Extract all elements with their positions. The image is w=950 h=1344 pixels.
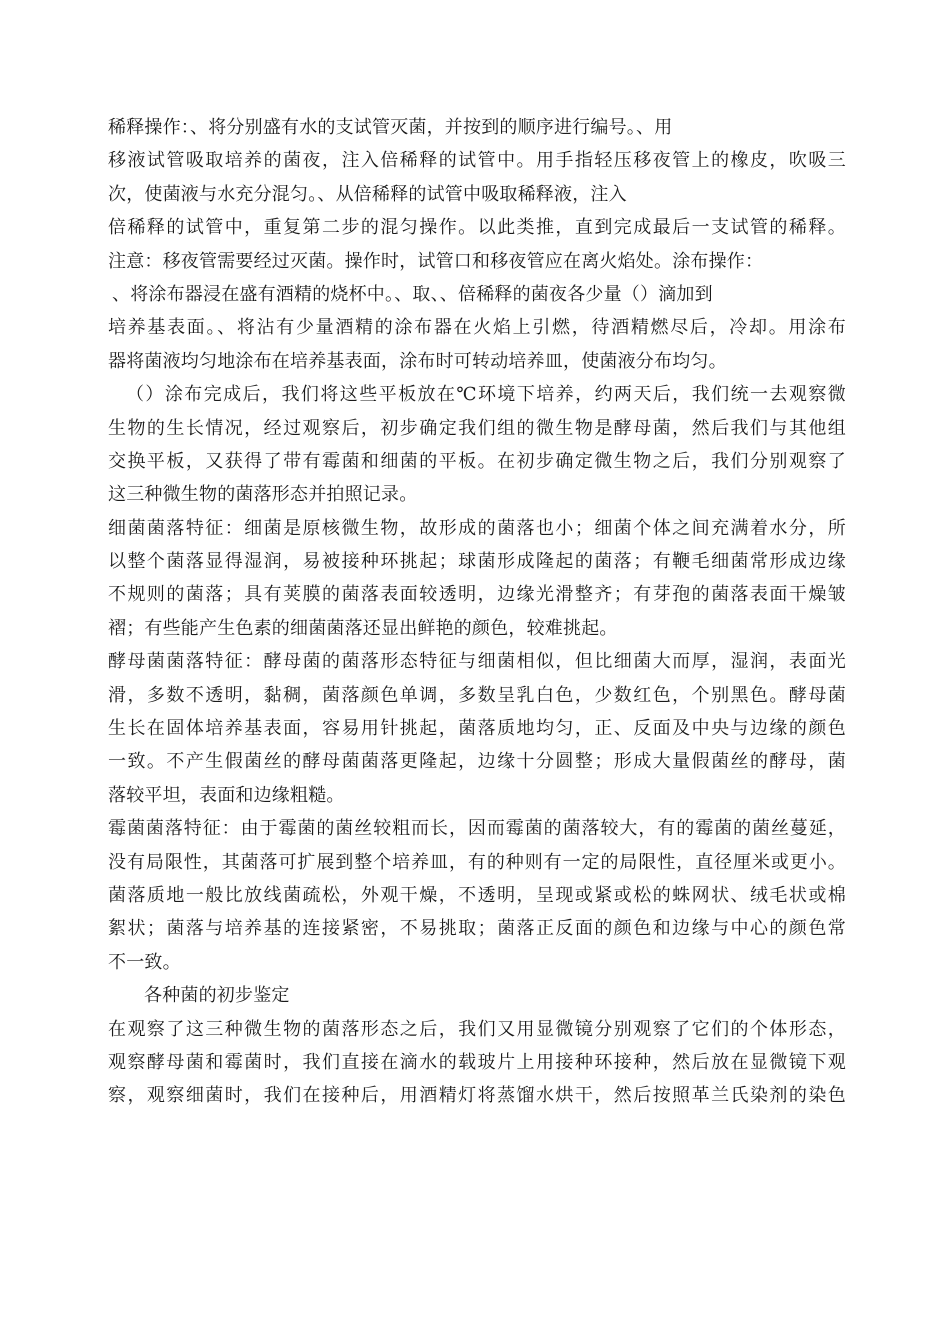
text-line: 生物的生长情况，经过观察后，初步确定我们组的微生物是酵母菌，然后我们与其他组 xyxy=(108,417,846,439)
text-line: 观察酵母菌和霉菌时，我们直接在滴水的载玻片上用接种环接种，然后放在显微镜下观 xyxy=(108,1051,846,1073)
text-line: 倍稀释的试管中，重复第二步的混匀操作。以此类推，直到完成最后一支试管的稀释。 xyxy=(108,217,846,239)
text-line: 交换平板，又获得了带有霉菌和细菌的平板。在初步确定微生物之后，我们分别观察了 xyxy=(108,450,846,472)
text-line: 褶；有些能产生色素的细菌菌落还显出鲜艳的颜色，较难挑起。 xyxy=(108,617,618,639)
text-line: 酵母菌菌落特征：酵母菌的菌落形态特征与细菌相似，但比细菌大而厚，湿润，表面光 xyxy=(108,651,846,673)
text-line: 菌落质地一般比放线菌疏松，外观干燥，不透明，呈现或紧或松的蛛网状、绒毛状或棉 xyxy=(108,884,846,906)
text-line: 在观察了这三种微生物的菌落形态之后，我们又用显微镜分别观察了它们的个体形态， xyxy=(108,1018,846,1040)
text-line: 不一致。 xyxy=(108,951,181,973)
text-line: 次，使菌液与水充分混匀。、从倍稀释的试管中吸取稀释液，注入 xyxy=(108,183,627,205)
text-line: 滑，多数不透明，黏稠，菌落颜色单调，多数呈乳白色，少数红色，个别黑色。酵母菌 xyxy=(108,684,846,706)
text-line: 没有局限性，其菌落可扩展到整个培养皿，有的种则有一定的局限性，直径厘米或更小。 xyxy=(108,851,846,873)
text-line: 稀释操作：、将分别盛有水的支试管灭菌，并按到的顺序进行编号。、用 xyxy=(108,117,673,138)
text-line: 落较平坦，表面和边缘粗糙。 xyxy=(108,784,345,806)
text-line: 器将菌液均匀地涂布在培养基表面，涂布时可转动培养皿，使菌液分布均匀。 xyxy=(108,350,727,372)
text-line: 移液试管吸取培养的菌夜，注入倍稀释的试管中。用手指轻压移夜管上的橡皮，吹吸三 xyxy=(108,150,846,172)
text-line: 不规则的菌落；具有荚膜的菌落表面较透明，边缘光滑整齐；有芽孢的菌落表面干燥皱 xyxy=(108,584,846,606)
text-line: （）涂布完成后，我们将这些平板放在℃环境下培养，约两天后，我们统一去观察微 xyxy=(126,384,846,406)
text-line: 、将涂布器浸在盛有酒精的烧杯中。、取、、倍稀释的菌夜各少量（）滴加到 xyxy=(112,283,713,305)
text-line: 一致。不产生假菌丝的酵母菌菌落更隆起，边缘十分圆整；形成大量假菌丝的酵母，菌 xyxy=(108,751,846,773)
text-line: 以整个菌落显得湿润，易被接种环挑起；球菌形成隆起的菌落；有鞭毛细菌常形成边缘 xyxy=(108,551,846,573)
text-line: 细菌菌落特征：细菌是原核微生物，故形成的菌落也小；细菌个体之间充满着水分，所 xyxy=(108,517,846,539)
text-line: 霉菌菌落特征：由于霉菌的菌丝较粗而长，因而霉菌的菌落较大，有的霉菌的菌丝蔓延， xyxy=(108,818,846,840)
text-line: 生长在固体培养基表面，容易用针挑起，菌落质地均匀，正、反面及中央与边缘的颜色 xyxy=(108,718,846,740)
document-page xyxy=(108,111,846,1113)
text-line: 注意：移夜管需要经过灭菌。操作时，试管口和移夜管应在离火焰处。涂布操作： xyxy=(108,250,764,272)
text-line: 絮状；菌落与培养基的连接紧密，不易挑取；菌落正反面的颜色和边缘与中心的颜色常 xyxy=(108,918,846,940)
section-heading: 各种菌的初步鉴定 xyxy=(144,985,290,1007)
text-line: 察，观察细菌时，我们在接种后，用酒精灯将蒸馏水烘干，然后按照革兰氏染剂的染色 xyxy=(108,1085,846,1107)
text-line: 培养基表面。、将沾有少量酒精的涂布器在火焰上引燃，待酒精燃尽后，冷却。用涂布 xyxy=(108,317,846,339)
text-line: 这三种微生物的菌落形态并拍照记录。 xyxy=(108,484,418,506)
